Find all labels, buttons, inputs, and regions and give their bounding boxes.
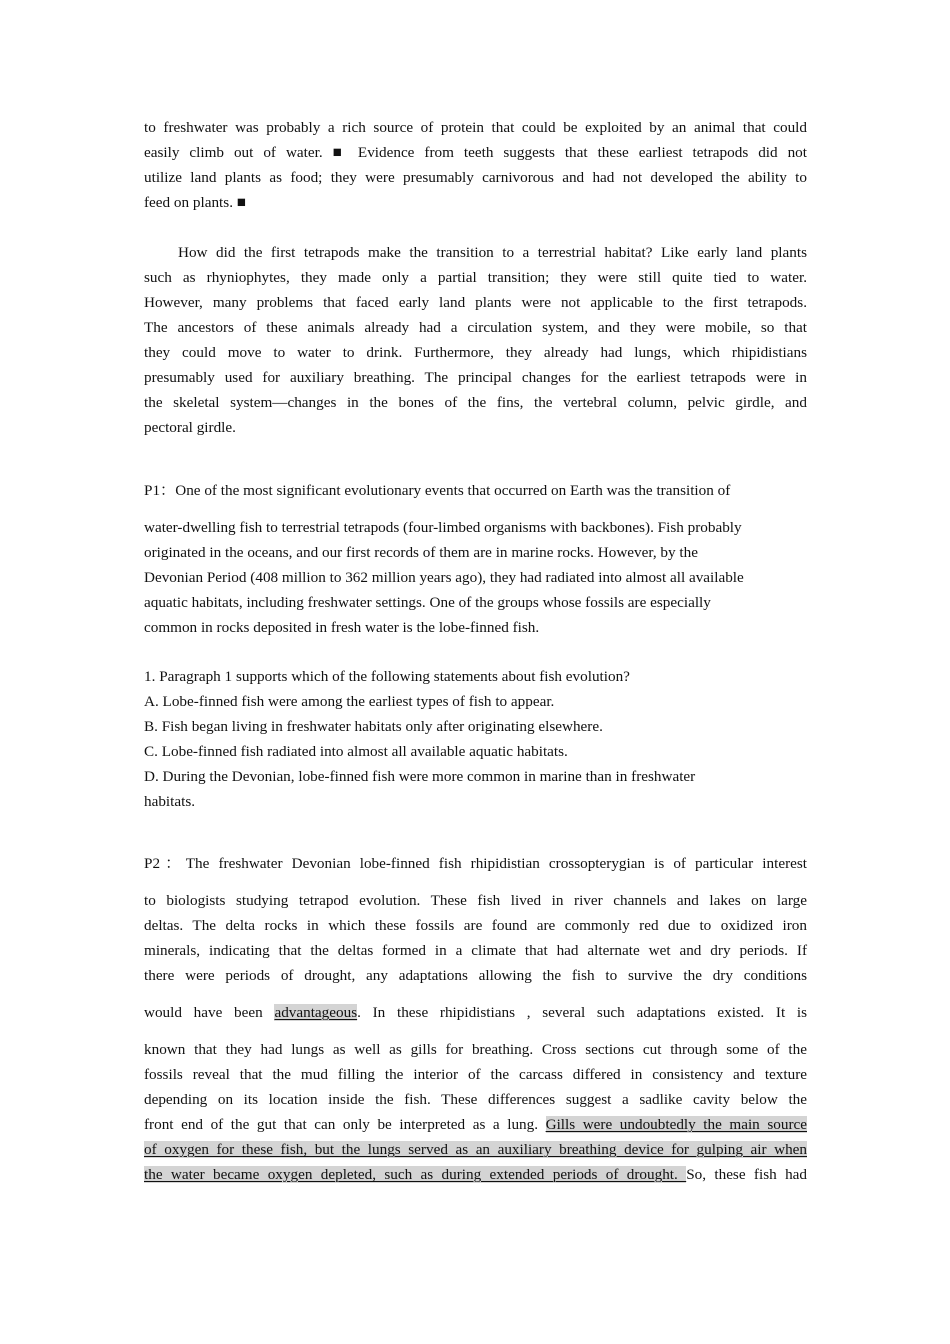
text-line: The ancestors of these animals already had a circulation system, and they were mobile, so that — [144, 319, 807, 336]
text-line: How did the first tetrapods make the transition to a terrestrial habitat? Like early land plants — [178, 244, 807, 261]
text-line: they could move to water to drink. Furthermore, they already had lungs, which rhipidistians — [144, 344, 807, 361]
text-line: Devonian Period (408 million to 362 million years ago), they had radiated into almost all available — [144, 569, 744, 586]
paragraph-1-body — [144, 515, 807, 640]
text-line: minerals, indicating that the deltas formed in a climate that had alternate wet and dry periods. If — [144, 942, 807, 959]
text-line: common in rocks deposited in fresh water is the lobe-finned fish. — [144, 619, 540, 636]
question-1 — [144, 664, 807, 814]
question-stem: 1. Paragraph 1 supports which of the following statements about fish evolution? — [144, 668, 630, 685]
text-line: fossils reveal that the mud filling the interior of the carcass differed in consistency and texture — [144, 1066, 807, 1083]
text-line: depending on its location inside the fish. These differences suggest a sadlike cavity below the — [144, 1091, 807, 1108]
text-span: One of the most significant evolutionary events that occurred on Earth was the transition of — [175, 482, 731, 499]
paragraph-2 — [144, 851, 807, 876]
paragraph-1-first-line — [144, 478, 807, 503]
text-line: water-dwelling fish to terrestrial tetrapods (four-limbed organisms with backbones). Fish probably — [144, 519, 742, 536]
intro-paragraph — [144, 115, 807, 215]
text-line: to freshwater was probably a rich source of protein that could be exploited by an animal that could — [144, 119, 807, 136]
answer-option-c[interactable]: C. Lobe-finned fish radiated into almost all available aquatic habitats. — [144, 743, 568, 760]
highlighted-sentence[interactable]: Gills were undoubtedly the main source — [545, 1116, 807, 1133]
highlighted-sentence[interactable]: of oxygen for these fish, but the lungs served as an auxiliary breathing device for gulping air when — [144, 1141, 807, 1158]
answer-option-d[interactable]: D. During the Devonian, lobe-finned fish were more common in marine than in freshwater — [144, 768, 696, 785]
text-span: would have been — [144, 1004, 275, 1021]
paragraph-2-body — [144, 888, 807, 988]
text-line: the skeletal system—changes in the bones of the fins, the vertebral column, pelvic girdle, and — [144, 394, 807, 411]
text-line: pectoral girdle. — [144, 419, 236, 436]
answer-option-a[interactable]: A. Lobe-finned fish were among the earliest types of fish to appear. — [144, 693, 555, 710]
text-line: presumably used for auxiliary breathing. The principal changes for the earliest tetrapods were in — [144, 369, 807, 386]
text-line — [144, 1112, 807, 1137]
text-span: front end of the gut that can only be interpreted as a lung. — [144, 1116, 546, 1133]
text-line: originated in the oceans, and our first records of them are in marine rocks. However, by the — [144, 544, 698, 561]
text-line: easily climb out of water. ■ Evidence from teeth suggests that these earliest tetrapods did not — [144, 144, 807, 161]
paragraph-2-highlight-line — [144, 1000, 807, 1025]
paragraph-2-body-cont — [144, 1037, 807, 1187]
text-line: known that they had lungs as well as gills for breathing. Cross sections cut through some of the — [144, 1041, 807, 1058]
transition-paragraph — [144, 240, 807, 440]
highlighted-sentence[interactable]: the water became oxygen depleted, such as during extended periods of drought. — [144, 1166, 687, 1183]
text-line: utilize land plants as food; they were presumably carnivorous and had not developed the ability to — [144, 169, 807, 186]
text-line: feed on plants. ■ — [144, 194, 246, 211]
text-span: So, these fish had — [686, 1166, 807, 1183]
text-line: such as rhyniophytes, they made only a partial transition; they were still quite tied to water. — [144, 269, 807, 286]
text-line: aquatic habitats, including freshwater settings. One of the groups whose fossils are especially — [144, 594, 711, 611]
text-line — [144, 1137, 807, 1162]
text-line — [144, 1162, 807, 1187]
text-line: deltas. The delta rocks in which these fossils are found are commonly red due to oxidized iron — [144, 917, 807, 934]
highlighted-word-advantageous[interactable]: advantageous — [274, 1004, 358, 1021]
answer-option-b[interactable]: B. Fish began living in freshwater habitats only after originating elsewhere. — [144, 718, 603, 735]
paragraph-2-first-line — [144, 851, 807, 876]
paragraph-label: P1： — [144, 482, 176, 499]
text-line: to biologists studying tetrapod evolution. These fish lived in river channels and lakes on large — [144, 892, 807, 909]
paragraph-1 — [144, 478, 807, 503]
answer-option-d-continued[interactable]: habitats. — [144, 793, 196, 810]
text-line — [144, 1000, 807, 1025]
text-span: . In these rhipidistians , several such adaptations existed. It is — [357, 1004, 808, 1021]
text-line: there were periods of drought, any adaptations allowing the fish to survive the dry conditions — [144, 967, 807, 984]
text-line: However, many problems that faced early land plants were not applicable to the first tetrapods. — [144, 294, 807, 311]
text-span: The freshwater Devonian lobe-finned fish rhipidistian crossopterygian is of particular interest — [185, 855, 807, 872]
paragraph-label: P2： — [144, 855, 186, 872]
